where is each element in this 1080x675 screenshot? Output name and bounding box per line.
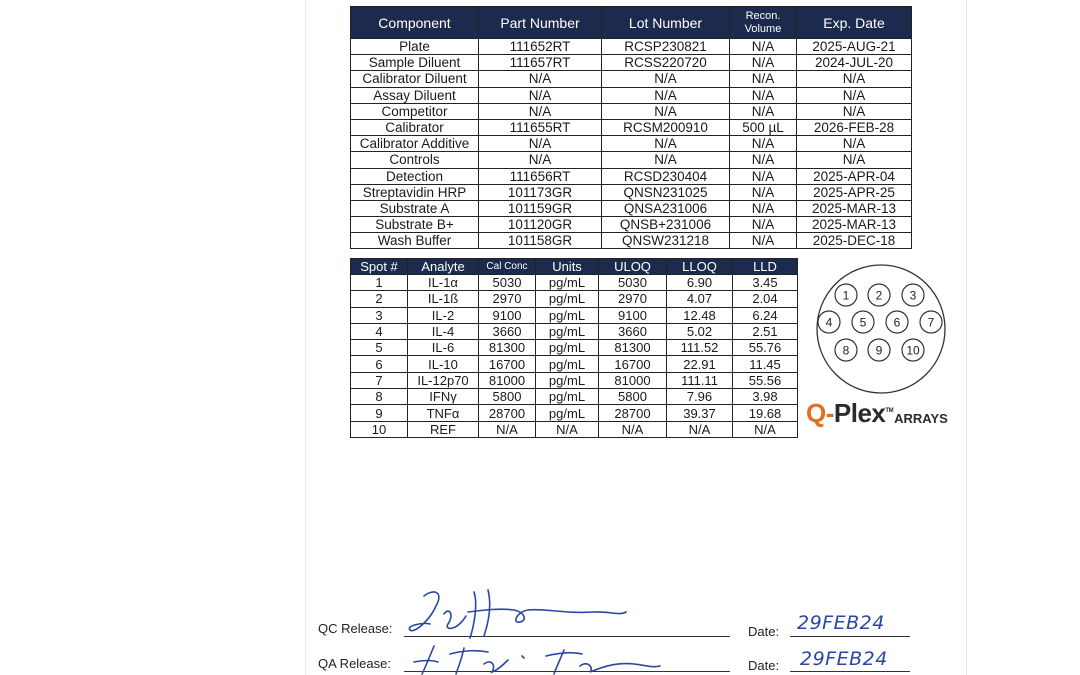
cell-lloq: 7.96 — [667, 389, 733, 405]
cell-recon-volume: N/A — [730, 200, 797, 216]
header-lloq: LLOQ — [667, 259, 733, 275]
cell-cal-conc: 28700 — [479, 405, 536, 421]
cell-exp-date: N/A — [797, 71, 912, 87]
cell-lloq: 22.91 — [667, 356, 733, 372]
cell-recon-volume: N/A — [730, 152, 797, 168]
cell-part-number: 101159GR — [479, 200, 602, 216]
cell-units: pg/mL — [536, 389, 599, 405]
cell-spot: 2 — [351, 291, 408, 307]
cell-uloq: 16700 — [599, 356, 667, 372]
cell-units: N/A — [536, 421, 599, 437]
logo-tm: TM — [885, 408, 894, 414]
cell-exp-date: 2025-APR-04 — [797, 168, 912, 184]
header-spot: Spot # — [351, 259, 408, 275]
cell-lot-number: RCSP230821 — [602, 39, 730, 55]
header-uloq: ULOQ — [599, 259, 667, 275]
cell-exp-date: N/A — [797, 87, 912, 103]
cell-recon-volume: N/A — [730, 87, 797, 103]
qa-release-label: QA Release: — [318, 656, 391, 671]
cell-analyte: IL-6 — [408, 340, 479, 356]
logo-wordmark — [806, 400, 893, 426]
spot-row — [351, 340, 798, 356]
cell-part-number: 101120GR — [479, 217, 602, 233]
cell-exp-date: N/A — [797, 152, 912, 168]
spot-table-body — [351, 275, 798, 438]
cell-lld: 2.51 — [733, 323, 798, 339]
qc-release-label: QC Release: — [318, 621, 393, 636]
logo-arrays: ARRAYS — [894, 411, 948, 426]
cell-lot-number: N/A — [602, 103, 730, 119]
logo-plex: Plex — [833, 398, 886, 428]
page-edge-right — [966, 0, 967, 675]
spot-row — [351, 291, 798, 307]
cell-component: Assay Diluent — [351, 87, 479, 103]
cell-units: pg/mL — [536, 356, 599, 372]
spot-number: 5 — [859, 315, 867, 330]
cell-lot-number: N/A — [602, 87, 730, 103]
header-recon-volume — [730, 7, 797, 39]
cell-uloq: 81000 — [599, 372, 667, 388]
cell-spot: 9 — [351, 405, 408, 421]
cell-analyte: IL-1ß — [408, 291, 479, 307]
cell-lld: 3.45 — [733, 275, 798, 291]
spot-table-header — [351, 259, 798, 275]
qc-release-date: 29FEB24 — [797, 612, 885, 634]
spot-row — [351, 421, 798, 437]
spot-row — [351, 307, 798, 323]
cell-lot-number: RCSS220720 — [602, 55, 730, 71]
cell-recon-volume: N/A — [730, 55, 797, 71]
cell-lloq: 12.48 — [667, 307, 733, 323]
cell-exp-date: 2025-APR-25 — [797, 184, 912, 200]
component-row — [351, 39, 912, 55]
cell-units: pg/mL — [536, 323, 599, 339]
component-row — [351, 103, 912, 119]
cell-recon-volume: 500 µL — [730, 119, 797, 135]
cell-analyte: REF — [408, 421, 479, 437]
component-table — [350, 6, 912, 249]
cell-lot-number: QNSN231025 — [602, 184, 730, 200]
spot-row — [351, 405, 798, 421]
spot-layout-diagram — [806, 263, 956, 395]
cell-cal-conc: 9100 — [479, 307, 536, 323]
spot-row — [351, 323, 798, 339]
header-exp-date: Exp. Date — [797, 7, 912, 39]
spot-number: 10 — [906, 343, 920, 358]
cell-cal-conc: 81000 — [479, 372, 536, 388]
qc-date-label: Date: — [748, 624, 780, 639]
cell-component: Sample Diluent — [351, 55, 479, 71]
cell-lloq: N/A — [667, 421, 733, 437]
cell-part-number: N/A — [479, 136, 602, 152]
cell-lot-number: N/A — [602, 136, 730, 152]
spot-number: 2 — [875, 288, 883, 303]
page-edge-left — [305, 0, 306, 675]
component-row — [351, 200, 912, 216]
cell-component: Wash Buffer — [351, 233, 479, 249]
qa-date-label: Date: — [748, 658, 780, 673]
cell-part-number: 111655RT — [479, 119, 602, 135]
cell-units: pg/mL — [536, 405, 599, 421]
cell-lot-number: QNSB+231006 — [602, 217, 730, 233]
cell-cal-conc: 3660 — [479, 323, 536, 339]
cell-lld: 55.76 — [733, 340, 798, 356]
cell-lld: 55.56 — [733, 372, 798, 388]
cell-units: pg/mL — [536, 340, 599, 356]
cell-part-number: N/A — [479, 103, 602, 119]
cell-component: Controls — [351, 152, 479, 168]
cell-lloq: 39.37 — [667, 405, 733, 421]
header-part-number: Part Number — [479, 7, 602, 39]
cell-uloq: 5030 — [599, 275, 667, 291]
cell-cal-conc: 2970 — [479, 291, 536, 307]
component-row — [351, 184, 912, 200]
cell-exp-date: 2025-DEC-18 — [797, 233, 912, 249]
component-row — [351, 168, 912, 184]
cell-units: pg/mL — [536, 275, 599, 291]
cell-part-number: 101173GR — [479, 184, 602, 200]
cell-units: pg/mL — [536, 372, 599, 388]
qc-date-line — [790, 636, 910, 637]
cell-recon-volume: N/A — [730, 136, 797, 152]
cell-lloq: 111.11 — [667, 372, 733, 388]
cell-recon-volume: N/A — [730, 184, 797, 200]
cell-cal-conc: N/A — [479, 421, 536, 437]
cell-spot: 6 — [351, 356, 408, 372]
cell-uloq: 2970 — [599, 291, 667, 307]
component-row — [351, 55, 912, 71]
cell-cal-conc: 81300 — [479, 340, 536, 356]
spot-row — [351, 356, 798, 372]
cell-lld: 19.68 — [733, 405, 798, 421]
cell-lloq: 6.90 — [667, 275, 733, 291]
header-recon-line1: Recon. — [745, 9, 781, 22]
cell-part-number: N/A — [479, 152, 602, 168]
cell-uloq: 3660 — [599, 323, 667, 339]
cell-analyte: IFNγ — [408, 389, 479, 405]
cell-lot-number: QNSA231006 — [602, 200, 730, 216]
spot-row — [351, 275, 798, 291]
cell-part-number: 111657RT — [479, 55, 602, 71]
header-component: Component — [351, 7, 479, 39]
cell-spot: 3 — [351, 307, 408, 323]
cell-exp-date: N/A — [797, 136, 912, 152]
component-row — [351, 233, 912, 249]
header-recon-line2: Volume — [744, 22, 782, 35]
cell-lloq: 5.02 — [667, 323, 733, 339]
spot-number: 9 — [875, 343, 883, 358]
cell-analyte: IL-1α — [408, 275, 479, 291]
cell-recon-volume: N/A — [730, 233, 797, 249]
cell-recon-volume: N/A — [730, 71, 797, 87]
cell-component: Plate — [351, 39, 479, 55]
cell-lot-number: N/A — [602, 152, 730, 168]
cell-exp-date: 2025-MAR-13 — [797, 200, 912, 216]
qa-signature — [404, 642, 684, 675]
cell-analyte: IL-2 — [408, 307, 479, 323]
cell-lot-number: RCSD230404 — [602, 168, 730, 184]
cell-lld: 2.04 — [733, 291, 798, 307]
cell-part-number: N/A — [479, 87, 602, 103]
component-row — [351, 119, 912, 135]
spot-row — [351, 389, 798, 405]
header-lld: LLD — [733, 259, 798, 275]
cell-lloq: 4.07 — [667, 291, 733, 307]
spot-number: 3 — [909, 288, 917, 303]
spot-table — [350, 258, 798, 438]
cell-units: pg/mL — [536, 307, 599, 323]
cell-part-number: 101158GR — [479, 233, 602, 249]
spot-number: 1 — [842, 288, 850, 303]
cell-analyte: IL-10 — [408, 356, 479, 372]
cell-component: Calibrator — [351, 119, 479, 135]
qc-signature — [404, 586, 644, 642]
cell-exp-date: 2026-FEB-28 — [797, 119, 912, 135]
component-row — [351, 152, 912, 168]
cell-uloq: 9100 — [599, 307, 667, 323]
component-row — [351, 217, 912, 233]
qa-release-date: 29FEB24 — [800, 648, 888, 670]
cell-component: Substrate B+ — [351, 217, 479, 233]
spot-number: 4 — [825, 315, 833, 330]
cell-lld: 3.98 — [733, 389, 798, 405]
spot-number: 8 — [842, 343, 850, 358]
cell-component: Detection — [351, 168, 479, 184]
cell-analyte: TNFα — [408, 405, 479, 421]
cell-uloq: 28700 — [599, 405, 667, 421]
cell-uloq: 81300 — [599, 340, 667, 356]
cell-recon-volume: N/A — [730, 217, 797, 233]
qa-date-line — [790, 671, 910, 672]
cell-spot: 1 — [351, 275, 408, 291]
cell-component: Calibrator Additive — [351, 136, 479, 152]
spot-number: 6 — [893, 315, 901, 330]
cell-component: Substrate A — [351, 200, 479, 216]
cell-spot: 4 — [351, 323, 408, 339]
cell-cal-conc: 5800 — [479, 389, 536, 405]
cell-lld: N/A — [733, 421, 798, 437]
cell-exp-date: 2025-AUG-21 — [797, 39, 912, 55]
cell-spot: 7 — [351, 372, 408, 388]
cell-cal-conc: 5030 — [479, 275, 536, 291]
header-units: Units — [536, 259, 599, 275]
cell-spot: 8 — [351, 389, 408, 405]
cell-recon-volume: N/A — [730, 103, 797, 119]
cell-part-number: 111656RT — [479, 168, 602, 184]
header-cal-conc: Cal Conc — [479, 259, 536, 275]
cell-uloq: 5800 — [599, 389, 667, 405]
cell-lot-number: RCSM200910 — [602, 119, 730, 135]
cell-component: Streptavidin HRP — [351, 184, 479, 200]
cell-lld: 11.45 — [733, 356, 798, 372]
logo-q: Q — [806, 398, 826, 428]
cell-exp-date: 2025-MAR-13 — [797, 217, 912, 233]
cell-component: Competitor — [351, 103, 479, 119]
cell-lot-number: N/A — [602, 71, 730, 87]
spot-number: 7 — [927, 315, 935, 330]
cell-uloq: N/A — [599, 421, 667, 437]
cell-lot-number: QNSW231218 — [602, 233, 730, 249]
component-row — [351, 136, 912, 152]
cell-exp-date: 2024-JUL-20 — [797, 55, 912, 71]
cell-part-number: 111652RT — [479, 39, 602, 55]
cell-recon-volume: N/A — [730, 168, 797, 184]
q-plex-arrays-logo — [806, 394, 948, 426]
cell-analyte: IL-4 — [408, 323, 479, 339]
cell-recon-volume: N/A — [730, 39, 797, 55]
cell-component: Calibrator Diluent — [351, 71, 479, 87]
component-row — [351, 87, 912, 103]
cell-lld: 6.24 — [733, 307, 798, 323]
spot-row — [351, 372, 798, 388]
header-analyte: Analyte — [408, 259, 479, 275]
component-row — [351, 71, 912, 87]
cell-part-number: N/A — [479, 71, 602, 87]
cell-units: pg/mL — [536, 291, 599, 307]
component-table-header — [351, 7, 912, 39]
cell-analyte: IL-12p70 — [408, 372, 479, 388]
cell-spot: 10 — [351, 421, 408, 437]
cell-spot: 5 — [351, 340, 408, 356]
cell-exp-date: N/A — [797, 103, 912, 119]
component-table-body — [351, 39, 912, 249]
header-lot-number: Lot Number — [602, 7, 730, 39]
logo-dash: - — [825, 398, 834, 428]
cell-lloq: 111.52 — [667, 340, 733, 356]
cell-cal-conc: 16700 — [479, 356, 536, 372]
